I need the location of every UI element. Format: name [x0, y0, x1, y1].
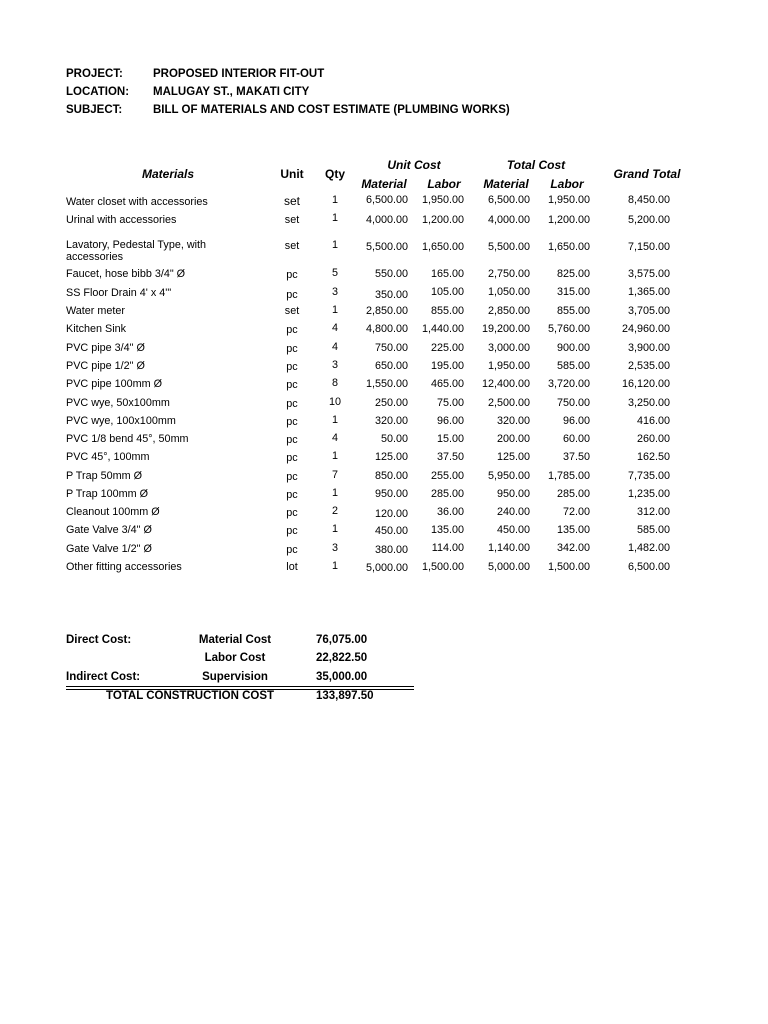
item-total-labor: 1,950.00 — [547, 194, 590, 206]
item-unit-labor: 1,950.00 — [421, 194, 464, 206]
item-unit-labor: 855.00 — [430, 305, 464, 317]
item-total-labor: 750.00 — [556, 397, 590, 409]
item-unit: pc — [286, 416, 298, 428]
item-grand-total: 3,705.00 — [627, 305, 670, 317]
item-grand-total: 16,120.00 — [621, 378, 670, 390]
table-row — [0, 196, 768, 213]
item-qty: 1 — [331, 560, 338, 572]
item-name: SS Floor Drain 4' x 4'" — [66, 287, 172, 299]
item-unit: pc — [286, 343, 298, 355]
item-grand-total: 6,500.00 — [627, 561, 670, 573]
table-row — [0, 561, 768, 578]
item-total-labor: 315.00 — [556, 286, 590, 298]
item-name: P Trap 100mm Ø — [66, 488, 149, 500]
item-unit-labor: 96.00 — [436, 415, 464, 427]
item-total-labor: 60.00 — [562, 433, 590, 445]
indirect-cost-label: Indirect Cost: — [66, 671, 141, 683]
item-unit-material: 850.00 — [374, 470, 408, 482]
item-grand-total: 416.00 — [636, 415, 670, 427]
item-name: PVC 45°, 100mm — [66, 451, 150, 463]
item-unit-material: 320.00 — [374, 415, 408, 427]
item-grand-total: 3,250.00 — [627, 397, 670, 409]
item-unit: set — [284, 214, 300, 226]
item-unit-material: 4,000.00 — [365, 214, 408, 226]
supervision-value: 35,000.00 — [316, 671, 368, 683]
supervision-label: Supervision — [202, 671, 268, 683]
item-total-material: 1,950.00 — [487, 360, 530, 372]
location-label: LOCATION: — [66, 86, 130, 98]
item-grand-total: 585.00 — [636, 524, 670, 536]
item-qty: 4 — [331, 322, 338, 334]
header-unit-cost: Unit Cost — [387, 158, 441, 172]
item-unit-material: 550.00 — [374, 268, 408, 280]
material-cost-value: 76,075.00 — [316, 634, 368, 646]
item-unit-labor: 1,440.00 — [421, 323, 464, 335]
item-unit-labor: 75.00 — [436, 397, 464, 409]
item-unit-material: 50.00 — [380, 433, 408, 445]
item-unit: pc — [286, 434, 298, 446]
item-total-labor: 585.00 — [556, 360, 590, 372]
item-unit-material: 2,850.00 — [365, 305, 408, 317]
item-unit-material: 650.00 — [374, 360, 408, 372]
item-name: Cleanout 100mm Ø — [66, 506, 160, 518]
item-total-material: 6,500.00 — [487, 194, 530, 206]
item-total-labor: 135.00 — [556, 524, 590, 536]
item-name: PVC 1/8 bend 45°, 50mm — [66, 433, 189, 445]
item-qty: 1 — [331, 487, 338, 499]
item-total-material: 200.00 — [496, 433, 530, 445]
table-row — [0, 543, 768, 560]
item-qty: 1 — [331, 414, 338, 426]
item-name: Water meter — [66, 305, 125, 317]
item-qty: 7 — [331, 469, 338, 481]
item-total-material: 1,140.00 — [487, 542, 530, 554]
item-unit: lot — [286, 561, 298, 573]
header-materials: Materials — [141, 167, 195, 181]
item-unit-material: 350.00 — [374, 289, 408, 301]
labor-cost-value: 22,822.50 — [316, 652, 368, 664]
item-unit: pc — [286, 361, 298, 373]
item-qty: 1 — [331, 194, 338, 206]
item-total-material: 3,000.00 — [487, 342, 530, 354]
item-total-material: 4,000.00 — [487, 214, 530, 226]
item-total-labor: 72.00 — [562, 506, 590, 518]
header-qty: Qty — [324, 167, 345, 181]
table-row — [0, 268, 768, 285]
item-qty: 3 — [331, 359, 338, 371]
item-name: Lavatory, Pedestal Type, with accessories — [66, 239, 207, 263]
total-construction-cost-label: TOTAL CONSTRUCTION COST — [106, 690, 275, 702]
item-unit-material: 380.00 — [374, 544, 408, 556]
item-unit: pc — [286, 471, 298, 483]
item-grand-total: 1,365.00 — [627, 286, 670, 298]
item-grand-total: 162.50 — [636, 451, 670, 463]
item-qty: 1 — [331, 239, 338, 251]
table-row — [0, 378, 768, 395]
item-unit: set — [284, 240, 300, 252]
item-unit-material: 950.00 — [374, 488, 408, 500]
item-grand-total: 312.00 — [636, 506, 670, 518]
item-unit-material: 120.00 — [374, 508, 408, 520]
item-total-labor: 1,785.00 — [547, 470, 590, 482]
table-row — [0, 488, 768, 505]
item-unit: set — [283, 194, 300, 208]
item-name: Water closet with accessories — [66, 196, 208, 208]
item-total-material: 125.00 — [496, 451, 530, 463]
table-row — [0, 433, 768, 450]
item-unit: pc — [286, 324, 298, 336]
item-unit: pc — [286, 525, 298, 537]
header-unit: Unit — [280, 167, 304, 181]
item-name: Faucet, hose bibb 3/4" Ø — [66, 268, 186, 280]
table-row — [0, 287, 768, 304]
item-qty: 4 — [331, 341, 338, 353]
item-name: PVC pipe 3/4" Ø — [66, 342, 145, 354]
table-row — [0, 451, 768, 468]
header-total-labor: Labor — [550, 177, 584, 191]
item-unit-labor: 37.50 — [436, 451, 464, 463]
item-name: PVC pipe 1/2" Ø — [66, 360, 145, 372]
item-grand-total: 5,200.00 — [627, 214, 670, 226]
header-grand-total: Grand Total — [613, 167, 681, 181]
header-total-material: Material — [483, 177, 529, 191]
item-qty: 3 — [331, 286, 338, 298]
item-grand-total: 8,450.00 — [627, 194, 670, 206]
item-total-material: 5,500.00 — [487, 241, 530, 253]
item-unit-material: 750.00 — [374, 342, 408, 354]
table-row — [0, 342, 768, 359]
item-unit-labor: 465.00 — [430, 378, 464, 390]
item-total-labor: 1,650.00 — [547, 241, 590, 253]
item-unit: pc — [286, 507, 298, 519]
item-unit-labor: 1,650.00 — [421, 241, 464, 253]
item-qty: 1 — [331, 304, 338, 316]
item-qty: 5 — [331, 267, 338, 279]
item-unit: pc — [286, 544, 298, 556]
item-name: Kitchen Sink — [66, 323, 127, 335]
item-total-material: 5,000.00 — [487, 561, 530, 573]
item-unit: set — [284, 305, 300, 317]
subject-value: BILL OF MATERIALS AND COST ESTIMATE (PLUMBING WORKS) — [153, 104, 510, 116]
item-name: Gate Valve 3/4" Ø — [66, 524, 152, 536]
item-total-material: 19,200.00 — [481, 323, 530, 335]
item-name: Urinal with accessories — [66, 214, 177, 226]
subject-label: SUBJECT: — [66, 104, 123, 116]
item-name: PVC wye, 100x100mm — [66, 415, 176, 427]
item-total-labor: 96.00 — [562, 415, 590, 427]
table-row — [0, 524, 768, 541]
item-name: PVC wye, 50x100mm — [66, 397, 170, 409]
material-cost-label: Material Cost — [198, 634, 272, 646]
item-total-material: 1,050.00 — [487, 286, 530, 298]
item-unit-labor: 255.00 — [430, 470, 464, 482]
item-unit-labor: 225.00 — [430, 342, 464, 354]
table-row — [0, 360, 768, 377]
item-qty: 10 — [328, 396, 341, 408]
item-qty: 2 — [331, 505, 338, 517]
item-unit: pc — [286, 489, 298, 501]
table-row — [0, 214, 768, 231]
item-unit-labor: 114.00 — [431, 542, 464, 554]
item-total-labor: 342.00 — [556, 542, 590, 554]
item-unit-material: 250.00 — [374, 397, 408, 409]
item-total-labor: 855.00 — [556, 305, 590, 317]
item-qty: 3 — [331, 542, 338, 554]
item-total-labor: 285.00 — [556, 488, 590, 500]
item-total-material: 950.00 — [496, 488, 530, 500]
item-qty: 1 — [331, 523, 338, 535]
item-unit: pc — [286, 289, 298, 301]
item-total-labor: 1,500.00 — [547, 561, 590, 573]
item-unit-labor: 285.00 — [430, 488, 464, 500]
table-row — [0, 397, 768, 414]
table-row — [0, 415, 768, 432]
item-unit-material: 6,500.00 — [365, 194, 408, 206]
item-qty: 4 — [331, 432, 338, 444]
item-qty: 8 — [331, 377, 338, 389]
item-total-material: 5,950.00 — [487, 470, 530, 482]
item-unit: pc — [286, 269, 298, 281]
item-total-labor: 37.50 — [562, 451, 590, 463]
item-unit-material: 1,550.00 — [365, 378, 408, 390]
item-name: P Trap 50mm Ø — [66, 470, 143, 482]
item-unit-labor: 1,500.00 — [421, 561, 464, 573]
item-grand-total: 7,735.00 — [627, 470, 670, 482]
item-unit-material: 5,000.00 — [365, 562, 408, 574]
item-unit-labor: 1,200.00 — [421, 214, 464, 226]
item-unit-material: 5,500.00 — [365, 241, 408, 253]
item-total-labor: 3,720.00 — [547, 378, 590, 390]
item-grand-total: 2,535.00 — [627, 360, 670, 372]
item-unit-material: 450.00 — [374, 525, 408, 537]
item-unit-labor: 15.00 — [436, 433, 464, 445]
table-row — [0, 305, 768, 322]
total-construction-cost-value: 133,897.50 — [316, 690, 374, 702]
item-total-labor: 900.00 — [556, 342, 590, 354]
item-total-material: 2,850.00 — [487, 305, 530, 317]
item-unit-labor: 36.00 — [436, 506, 464, 518]
item-total-material: 12,400.00 — [481, 378, 530, 390]
item-grand-total: 3,900.00 — [627, 342, 670, 354]
item-unit-labor: 135.00 — [430, 524, 464, 536]
item-unit-labor: 105.00 — [430, 286, 464, 298]
header-total-cost: Total Cost — [506, 158, 566, 172]
item-qty: 1 — [331, 212, 338, 224]
item-name: Other fitting accessories — [66, 561, 182, 573]
item-unit: pc — [286, 398, 298, 410]
item-grand-total: 1,235.00 — [627, 488, 670, 500]
direct-cost-label: Direct Cost: — [66, 634, 132, 646]
project-value: PROPOSED INTERIOR FIT-OUT — [153, 68, 325, 80]
item-grand-total: 260.00 — [636, 433, 670, 445]
item-total-labor: 1,200.00 — [547, 214, 590, 226]
item-name: Gate Valve 1/2" Ø — [66, 543, 152, 555]
item-total-material: 2,500.00 — [487, 397, 530, 409]
header-unit-material: Material — [361, 177, 407, 191]
table-row — [0, 323, 768, 340]
item-qty: 1 — [331, 450, 338, 462]
item-total-labor: 825.00 — [556, 268, 590, 280]
item-total-material: 2,750.00 — [487, 268, 530, 280]
item-grand-total: 7,150.00 — [627, 241, 670, 253]
item-grand-total: 24,960.00 — [621, 323, 670, 335]
item-name: PVC pipe 100mm Ø — [66, 378, 163, 390]
item-total-material: 240.00 — [496, 506, 530, 518]
table-row — [0, 470, 768, 487]
item-total-labor: 5,760.00 — [547, 323, 590, 335]
item-grand-total: 3,575.00 — [627, 268, 670, 280]
labor-cost-label: Labor Cost — [204, 652, 266, 664]
item-unit-material: 125.00 — [374, 451, 408, 463]
item-grand-total: 1,482.00 — [627, 542, 670, 554]
item-unit: pc — [286, 379, 298, 391]
item-total-material: 320.00 — [496, 415, 530, 427]
location-value: MALUGAY ST., MAKATI CITY — [153, 86, 310, 98]
table-row — [0, 239, 768, 265]
item-total-material: 450.00 — [496, 524, 530, 536]
item-unit-labor: 195.00 — [430, 360, 464, 372]
item-unit-labor: 165.00 — [430, 268, 464, 280]
project-label: PROJECT: — [66, 68, 123, 80]
item-unit: pc — [286, 452, 298, 464]
header-unit-labor: Labor — [427, 177, 461, 191]
item-unit-material: 4,800.00 — [365, 323, 408, 335]
table-row — [0, 506, 768, 523]
